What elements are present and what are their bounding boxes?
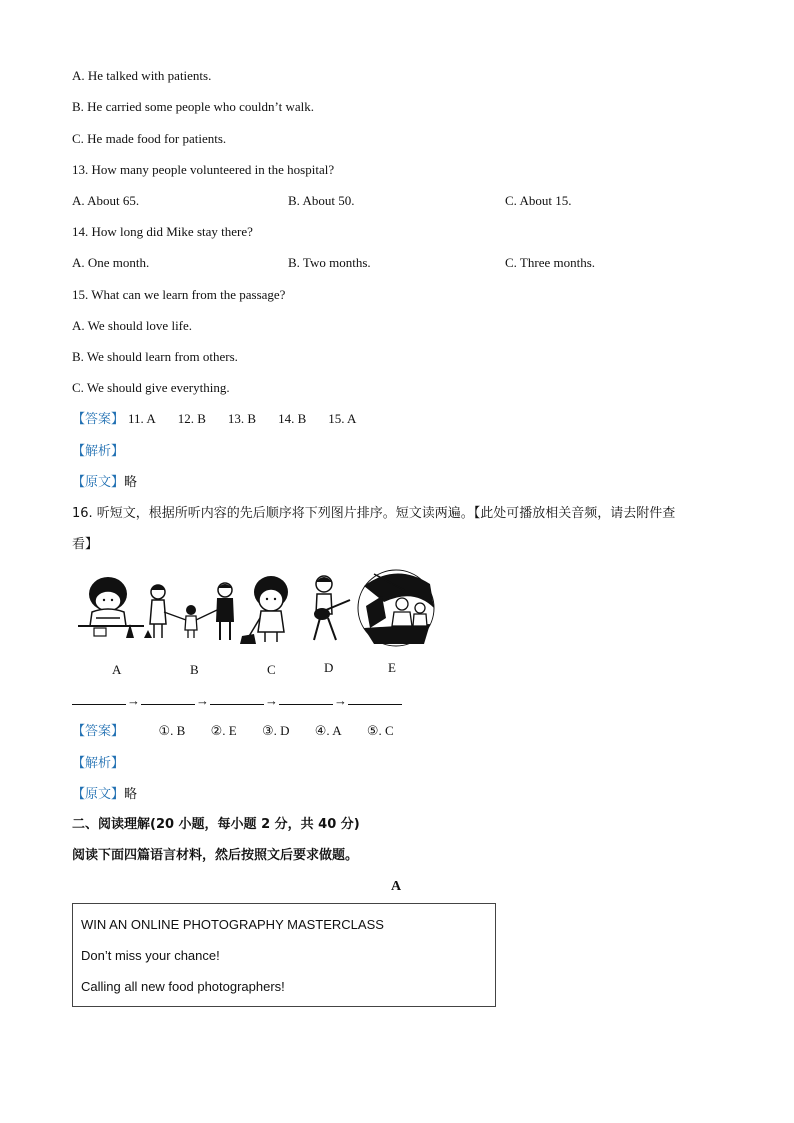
q12-option-a: A. He talked with patients. (72, 68, 212, 83)
q16-pictures (74, 568, 440, 654)
answer-line-2 (72, 723, 394, 740)
ad-line-2: Don’t miss your chance! (81, 948, 220, 963)
analysis-line-1 (72, 443, 124, 460)
answer-blank[interactable] (210, 692, 264, 705)
q16-instruction-line2: 看】 (72, 537, 99, 552)
passage-label: A (391, 879, 402, 894)
order-blanks (72, 692, 402, 709)
answer-item: 13. B (227, 411, 257, 426)
answer-line-1 (72, 411, 356, 428)
section-heading: 二、阅读理解(20 小题，每小题 2 分，共 40 分) (72, 817, 360, 832)
q15-option-b: B. We should learn from others. (72, 349, 238, 364)
q14-question: 14. How long did Mike stay there? (72, 224, 253, 239)
q13-option-c: C. About 15. (505, 193, 572, 208)
analysis-tag: 【解析】 (72, 444, 125, 459)
arrow-icon: → (196, 693, 209, 708)
picture-b (144, 583, 234, 640)
ad-title: WIN AN ONLINE PHOTOGRAPHY MASTERCLASS (81, 917, 384, 932)
q13-option-b: B. About 50. (288, 193, 355, 208)
answer-item: 11. A (128, 411, 156, 426)
answer-item: ②. E (210, 723, 237, 739)
ad-line-3: Calling all new food photographers! (81, 979, 285, 994)
picture-e (358, 570, 434, 646)
section-instruction: 阅读下面四篇语言材料，然后按照文后要求做题。 (72, 848, 359, 863)
original-tag: 【原文】 (72, 475, 125, 490)
answer-item: ⑤. C (366, 723, 394, 739)
answer-item: ③. D (261, 723, 290, 739)
answer-blank[interactable] (279, 692, 333, 705)
picture-label-b: B (190, 662, 199, 677)
picture-d (314, 576, 350, 640)
arrow-icon: → (334, 693, 347, 708)
circled-number: ② (210, 724, 223, 739)
ad-box (72, 903, 496, 1007)
answer-blank[interactable] (72, 692, 126, 705)
circled-number: ① (158, 724, 171, 739)
picture-c (240, 576, 288, 644)
picture-a (78, 577, 144, 638)
answer-tag: 【答案】 (72, 412, 125, 427)
answer-item: ①. B (158, 723, 186, 739)
original-line-2 (72, 786, 137, 803)
answer-blank[interactable] (348, 692, 402, 705)
original-tag: 【原文】 (72, 787, 125, 802)
circled-number: ④ (314, 724, 327, 739)
circled-number: ⑤ (366, 724, 379, 739)
q13-question: 13. How many people volunteered in the hospital? (72, 162, 335, 177)
original-line-1 (72, 474, 137, 491)
q12-option-c: C. He made food for patients. (72, 131, 227, 146)
answer-item: 15. A (328, 411, 357, 426)
q15-question: 15. What can we learn from the passage? (72, 287, 286, 302)
answer-item: 12. B (177, 411, 206, 426)
answer-item: 14. B (278, 411, 307, 426)
q14-option-a: A. One month. (72, 255, 150, 270)
picture-label-a: A (112, 662, 122, 677)
q16-instruction-line1: 16. 听短文，根据所听内容的先后顺序将下列图片排序。短文读两遍。【此处可播放相关音频，请去附件查 (72, 506, 676, 521)
picture-label-d: D (324, 660, 334, 675)
answer-item: ④. A (314, 723, 342, 739)
arrow-icon: → (265, 693, 278, 708)
original-text: 略 (124, 475, 138, 490)
picture-label-e: E (388, 660, 396, 675)
analysis-line-2 (72, 755, 124, 772)
q14-option-c: C. Three months. (505, 255, 596, 270)
circled-number: ③ (261, 724, 274, 739)
answer-tag: 【答案】 (72, 724, 125, 739)
q15-option-a: A. We should love life. (72, 318, 193, 333)
answer-blank[interactable] (141, 692, 195, 705)
q13-option-a: A. About 65. (72, 193, 140, 208)
q14-option-b: B. Two months. (288, 255, 371, 270)
arrow-icon: → (127, 693, 140, 708)
picture-label-c: C (267, 662, 276, 677)
analysis-tag: 【解析】 (72, 756, 125, 771)
q12-option-b: B. He carried some people who couldn’t walk. (72, 99, 314, 114)
q15-option-c: C. We should give everything. (72, 380, 230, 395)
original-text: 略 (124, 787, 138, 802)
